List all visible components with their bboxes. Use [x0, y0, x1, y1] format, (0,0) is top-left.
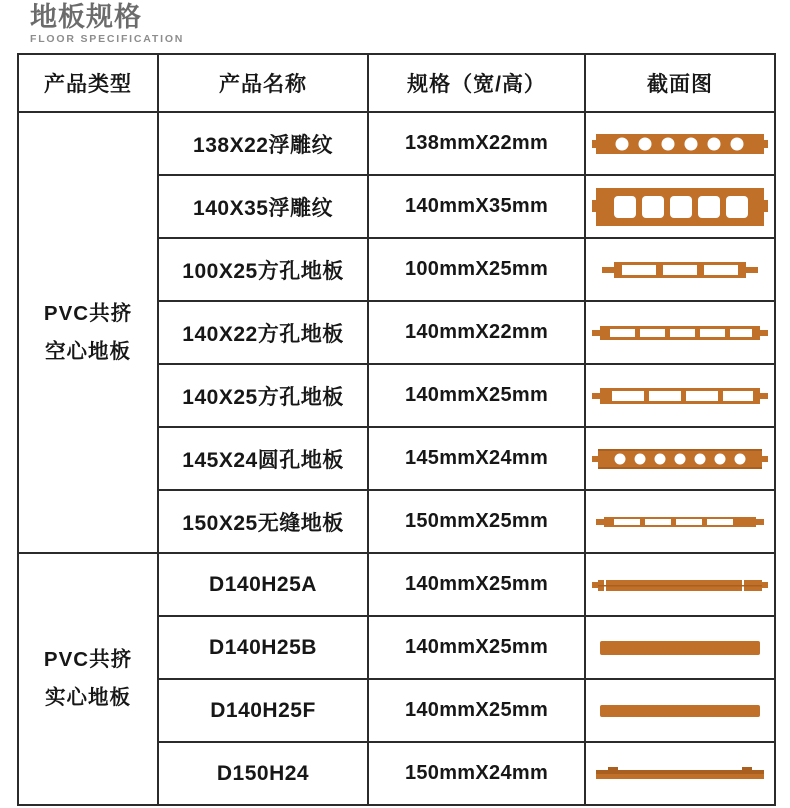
product-size: 140mmX22mm — [368, 301, 585, 364]
section-figure-cell — [585, 553, 775, 616]
column-header-product-type: 产品类型 — [18, 54, 158, 112]
section-figure-cell — [585, 175, 775, 238]
table-head — [18, 54, 775, 112]
product-name: D140H25A — [158, 553, 368, 616]
product-name: D150H24 — [158, 742, 368, 805]
solid-plain-b-figure — [586, 619, 774, 677]
product-name: D140H25B — [158, 616, 368, 679]
solid-notched-figure — [586, 745, 774, 803]
category-cell-solid — [18, 553, 158, 805]
table-row — [18, 553, 775, 616]
section-figure-cell — [585, 364, 775, 427]
category-cell-hollow — [18, 112, 158, 553]
category-line-2: 实心地板 — [45, 686, 131, 709]
section-figure-cell — [585, 742, 775, 805]
product-name: 138X22浮雕纹 — [158, 112, 368, 175]
table-row — [18, 112, 775, 175]
category-line-2: 空心地板 — [45, 339, 131, 363]
product-size: 138mmX22mm — [368, 112, 585, 175]
title-block — [30, 2, 350, 46]
section-figure-cell — [585, 238, 775, 301]
product-name: 140X22方孔地板 — [158, 301, 368, 364]
product-size: 140mmX25mm — [368, 616, 585, 679]
product-size: 145mmX24mm — [368, 427, 585, 490]
hollow-seamless-figure — [586, 493, 774, 551]
product-size: 150mmX24mm — [368, 742, 585, 805]
product-size: 140mmX25mm — [368, 679, 585, 742]
category-line-1: PVC共挤 — [43, 648, 133, 671]
page-title-cn: 地板规格 — [30, 2, 142, 32]
section-figure-cell — [585, 490, 775, 553]
product-name: 140X25方孔地板 — [158, 364, 368, 427]
product-size: 140mmX25mm — [368, 364, 585, 427]
product-name: 100X25方孔地板 — [158, 238, 368, 301]
hollow-square-holes-5-figure — [586, 304, 774, 362]
spec-table — [17, 53, 776, 806]
table-body — [18, 112, 775, 805]
solid-plain-f-figure — [586, 682, 774, 740]
section-figure-cell — [585, 616, 775, 679]
column-header-spec: 规格（宽/高） — [368, 54, 585, 112]
product-name: 140X35浮雕纹 — [158, 175, 368, 238]
page-title-en: FLOOR SPECIFICATION — [30, 33, 185, 45]
column-header-section: 截面图 — [585, 54, 775, 112]
hollow-tall-rect-5-figure — [586, 178, 774, 236]
section-figure-cell — [585, 679, 775, 742]
hollow-square-holes-4-figure — [586, 367, 774, 425]
header-row — [18, 54, 775, 112]
column-header-product-name: 产品名称 — [158, 54, 368, 112]
section-figure-cell — [585, 427, 775, 490]
product-size: 150mmX25mm — [368, 490, 585, 553]
spec-table-wrapper — [17, 53, 774, 806]
section-figure-cell — [585, 301, 775, 364]
category-line-1: PVC共挤 — [43, 301, 133, 325]
hollow-round-holes-6-figure — [586, 115, 774, 173]
section-figure-cell — [585, 112, 775, 175]
product-size: 100mmX25mm — [368, 238, 585, 301]
hollow-square-holes-3-figure — [586, 241, 774, 299]
product-size: 140mmX25mm — [368, 553, 585, 616]
product-name: D140H25F — [158, 679, 368, 742]
solid-grooved-a-figure — [586, 556, 774, 614]
hollow-round-holes-7-figure — [586, 430, 774, 488]
product-name: 150X25无缝地板 — [158, 490, 368, 553]
product-name: 145X24圆孔地板 — [158, 427, 368, 490]
product-size: 140mmX35mm — [368, 175, 585, 238]
